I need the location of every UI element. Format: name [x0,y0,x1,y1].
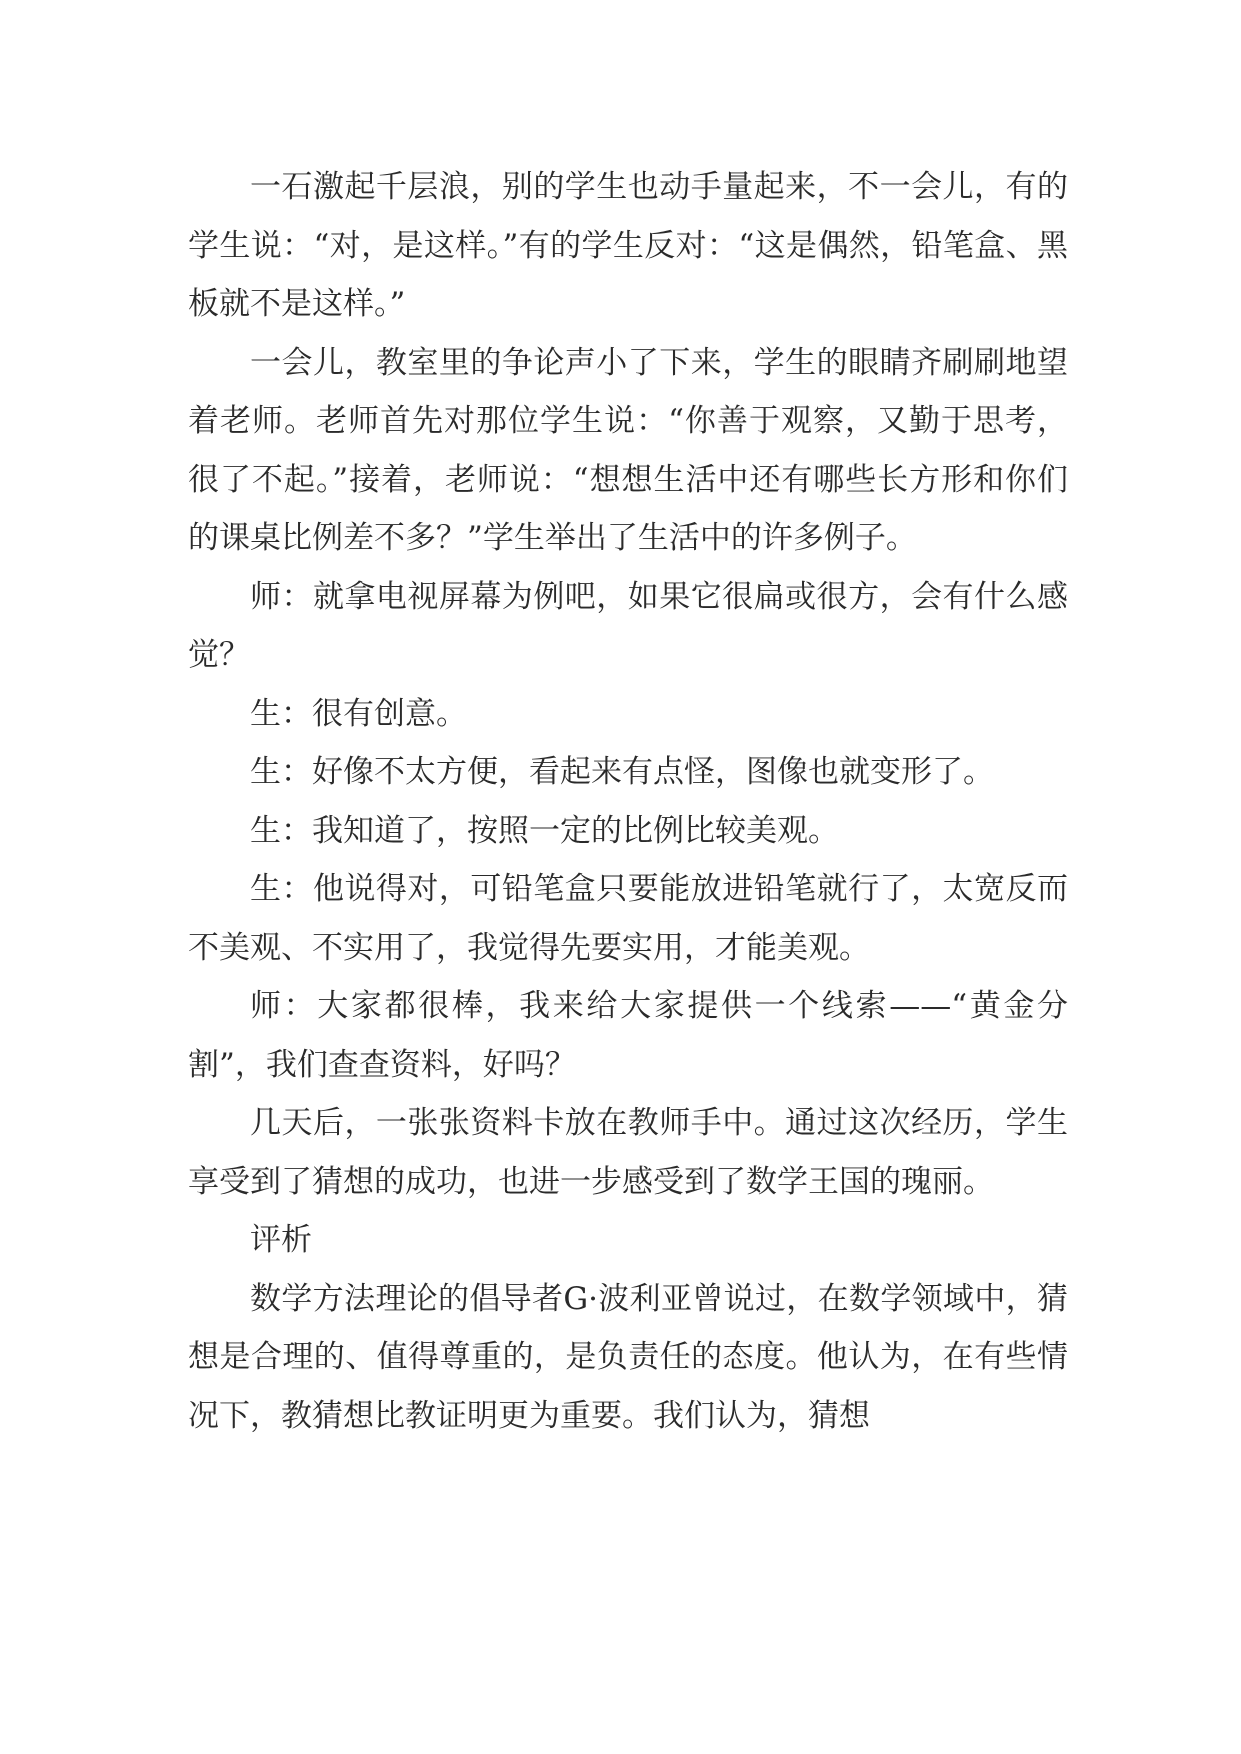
paragraph-8: 师：大家都很棒，我来给大家提供一个线索——“黄金分割”，我们查查资料，好吗？ [188,988,1068,1083]
paragraph-9: 几天后，一张张资料卡放在教师手中。通过这次经历，学生享受到了猜想的成功，也进一步感受到了数学王国的瑰丽。 [188,1105,1068,1200]
section-heading-analysis: 评析 [250,1222,312,1258]
paragraph-3: 师：就拿电视屏幕为例吧，如果它很扁或很方，会有什么感觉？ [188,578,1068,673]
paragraph-6: 生：我知道了，按照一定的比例比较美观。 [250,812,839,849]
paragraph-2: 一会儿，教室里的争论声小了下来，学生的眼睛齐刷刷地望着老师。老师首先对那位学生说：“你善于观察，又勤于思考，很了不起。”接着，老师说：“想想生活中还有哪些长方形和你们的课桌比例差不多？”学生举出了生活中的许多例子。 [188,344,1068,556]
paragraph-5: 生：好像不太方便，看起来有点怪，图像也就变形了。 [250,754,994,790]
paragraph-11: 数学方法理论的倡导者G·波利亚曾说过，在数学领域中，猜想是合理的、值得尊重的，是负责任的态度。他认为，在有些情况下，教猜想比教证明更为重要。我们认为，猜想 [188,1280,1068,1434]
paragraph-4: 生：很有创意。 [250,695,467,732]
paragraph-7: 生：他说得对，可铅笔盒只要能放进铅笔就行了，太宽反而不美观、不实用了，我觉得先要实用，才能美观。 [188,871,1068,966]
document-body [188,158,1068,1445]
paragraph-1: 一石激起千层浪，别的学生也动手量起来，不一会儿，有的学生说：“对，是这样。”有的学生反对：“这是偶然，铅笔盒、黑板就不是这样。” [188,169,1068,322]
